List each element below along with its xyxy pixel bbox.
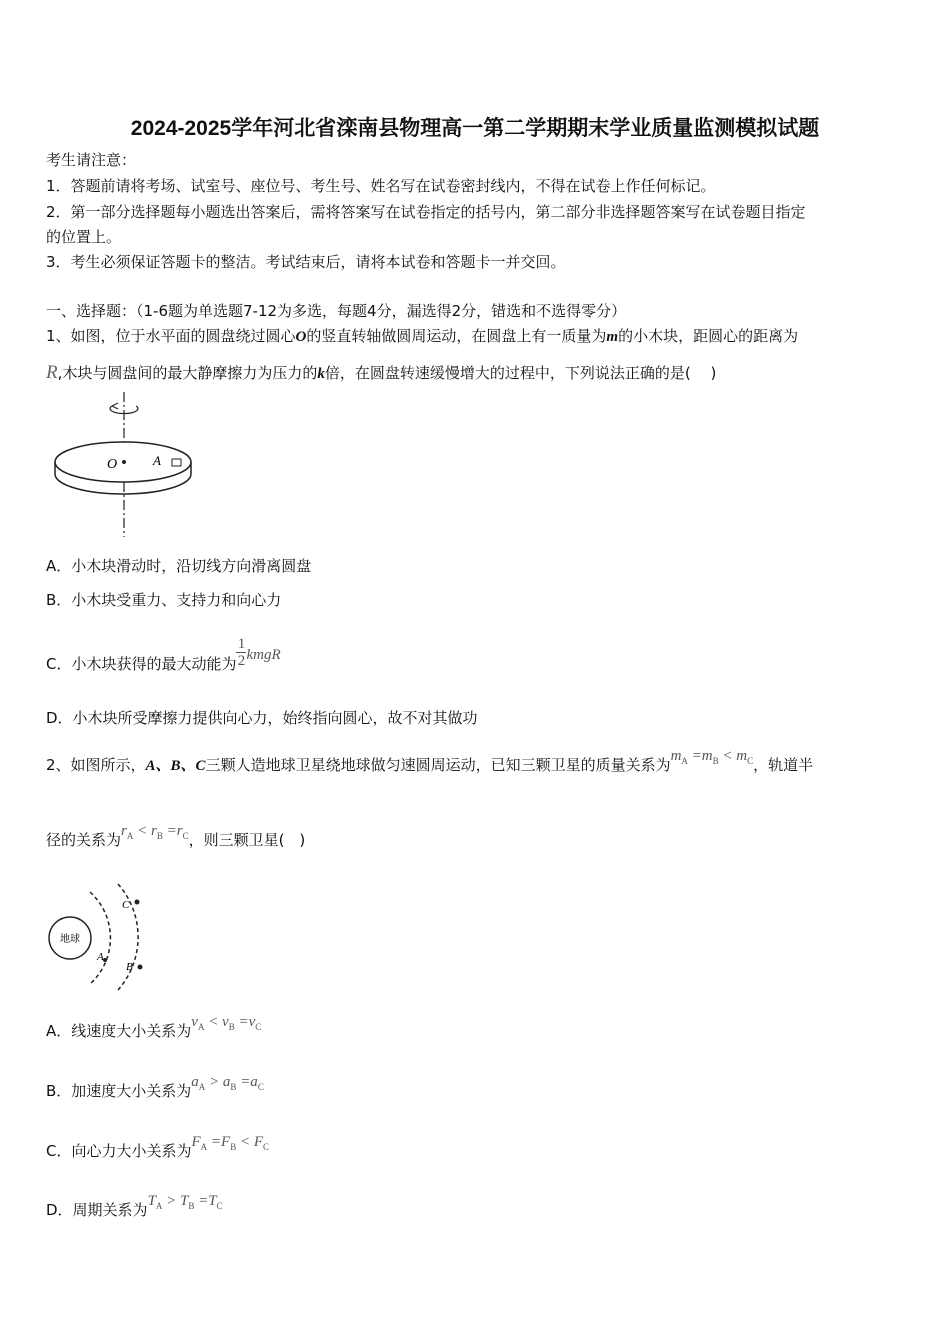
q1-option-a: A．小木块滑动时，沿切线方向滑离圆盘: [46, 557, 312, 575]
page-title: 2024-2025学年河北省滦南县物理高一第二学期期末学业质量监测模拟试题: [130, 117, 820, 140]
q2-text: 三颗人造地球卫星绕地球做匀速圆周运动，已知三颗卫星的质量关系为: [205, 756, 671, 774]
q2-line1: [46, 748, 814, 781]
fig-label-A: A: [97, 951, 104, 963]
q2-option-a: A．线速度大小关系为$v_A < v_B =v_C$: [46, 1014, 262, 1040]
fig-label-O: O: [107, 457, 118, 472]
formula: $F_A =F_B < F_C$: [191, 1134, 270, 1152]
notice-item-1: 1．答题前请将考场、试室号、座位号、考生号、姓名写在试卷密封线内，不得在试卷上作任何标记。: [46, 177, 716, 195]
q1-text: 的小木块，距圆心的距离为: [618, 327, 799, 345]
q1-text: 1、如图，位于水平面的圆盘绕过圆心: [46, 327, 296, 345]
q1-line2: [46, 363, 716, 384]
q1-option-d: D．小木块所受摩擦力提供向心力，始终指向圆心，故不对其做功: [46, 709, 478, 727]
notice-item-2-cont: 的位置上。: [46, 228, 122, 246]
fig-label-A: A: [153, 453, 161, 468]
var-m: m: [606, 329, 619, 345]
denominator: 2: [237, 653, 246, 669]
rotating-disk-figure: [50, 392, 200, 537]
formula: $a_A > a_B =a_C$: [191, 1074, 264, 1092]
q1-text: 倍，在圆盘转速缓慢增大的过程中，下列说法正确的是( ): [324, 364, 717, 382]
satellite-orbit-figure: [44, 880, 154, 992]
mass-relation: $m_A =m_B < m_C$: [670, 748, 754, 766]
radius-relation: $r_A < r_B =r_C$: [121, 823, 189, 841]
fraction: [236, 636, 246, 669]
var-k: k: [317, 366, 325, 382]
q2-option-c: C．向心力大小关系为$F_A =F_B < F_C$: [46, 1134, 270, 1160]
q2-text: ，轨道半: [753, 756, 814, 774]
var-O: O: [295, 329, 307, 345]
q2-text: 2、如图所示，: [46, 756, 146, 774]
q1-line1: [46, 326, 798, 347]
q2-text: ，则三颗卫星( ): [188, 831, 306, 849]
numerator: 1: [237, 636, 246, 652]
var-abc: A、B、C: [145, 758, 206, 774]
q2-option-b: B．加速度大小关系为$a_A > a_B =a_C$: [46, 1074, 264, 1100]
formula: $v_A < v_B =v_C$: [191, 1014, 262, 1032]
q2-option-d: D．周期关系为$T_A > T_B =T_C$: [46, 1193, 223, 1219]
fig-label-earth: 地球: [60, 934, 80, 945]
q2-text: 径的关系为: [46, 831, 122, 849]
var-R: R: [46, 362, 58, 383]
formula: $T_A > T_B =T_C$: [147, 1193, 223, 1211]
q1-text: 的竖直转轴做圆周运动，在圆盘上有一质量为: [306, 327, 607, 345]
notice-item-3: 3．考生必须保证答题卡的整洁。考试结束后，请将本试卷和答题卡一并交回。: [46, 253, 566, 271]
option-text: C．小木块获得的最大动能为: [46, 655, 237, 673]
fig-label-C: C: [122, 899, 130, 911]
section-heading: 一、选择题：（1-6题为单选题7-12为多选，每题4分，漏选得2分，错选和不选得零分）: [46, 302, 627, 320]
fig-label-B: B: [126, 961, 133, 973]
q1-option-b: B．小木块受重力、支持力和向心力: [46, 591, 282, 609]
q1-text: ,木块与圆盘间的最大静摩擦力为压力的: [57, 364, 318, 382]
notice-heading: 考生请注意：: [46, 151, 137, 169]
formula: kmgR: [246, 647, 281, 663]
q1-option-c: [46, 636, 281, 681]
q2-line2: [46, 823, 306, 856]
notice-item-2: 2．第一部分选择题每小题选出答案后，需将答案写在试卷指定的括号内，第二部分非选择题答案写在试卷题目指定: [46, 203, 806, 221]
